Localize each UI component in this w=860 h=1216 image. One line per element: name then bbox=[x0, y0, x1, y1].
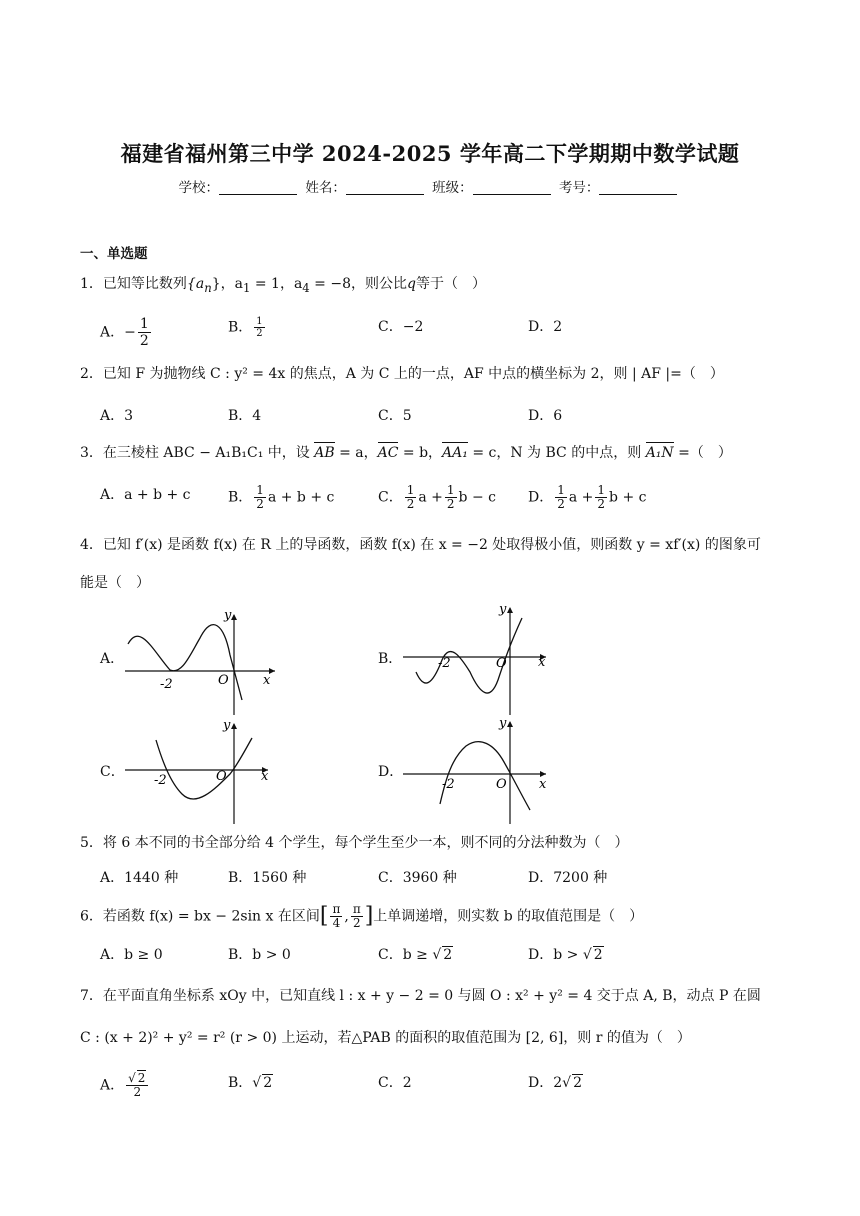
question-5-options bbox=[100, 867, 760, 893]
option-d-label: D． bbox=[528, 489, 554, 506]
option-d[interactable] bbox=[528, 484, 646, 511]
exam-number-label: 考号： bbox=[558, 180, 600, 196]
name-blank[interactable] bbox=[346, 180, 424, 195]
question-6-options bbox=[100, 944, 760, 970]
q4-line2: 能是（ ） bbox=[80, 575, 150, 591]
question-number: 3． bbox=[80, 445, 103, 461]
sqrt-value: 2 bbox=[137, 1071, 146, 1085]
half-fraction bbox=[595, 484, 607, 511]
sqrt-value: 2 bbox=[443, 947, 453, 963]
half-fraction bbox=[445, 484, 457, 511]
q1-text-b: ，a bbox=[220, 276, 243, 292]
frac-num: 1 bbox=[597, 483, 606, 497]
option-d[interactable]: D．7200 种 bbox=[528, 870, 608, 886]
q3-text-a: 在三棱柱 ABC − A₁B₁C₁ 中，设 bbox=[102, 445, 315, 461]
sqrt2-over-2 bbox=[126, 1072, 148, 1099]
option-c-mid: a + bbox=[418, 489, 443, 506]
curve bbox=[440, 742, 530, 810]
option-a-fraction bbox=[138, 316, 151, 349]
option-b[interactable] bbox=[228, 316, 267, 339]
option-b-label: B． bbox=[228, 319, 253, 336]
y-axis-arrow bbox=[507, 721, 513, 727]
frac-num: π bbox=[352, 902, 361, 916]
option-b[interactable]: B．√ 2 bbox=[228, 1075, 273, 1091]
name-label: 姓名： bbox=[305, 180, 346, 196]
tick-label: -2 bbox=[160, 677, 173, 692]
frac-den: 2 bbox=[406, 497, 415, 511]
origin-label: O bbox=[216, 769, 227, 784]
option-d[interactable]: D．b > √ 2 bbox=[528, 947, 603, 963]
curve bbox=[156, 738, 252, 799]
option-c[interactable]: C．b ≥ √ 2 bbox=[378, 947, 453, 963]
x-axis-label: x bbox=[261, 769, 269, 784]
origin-label: O bbox=[218, 673, 229, 688]
question-1 bbox=[80, 273, 780, 299]
q2-text: 已知 F 为抛物线 C : y² = 4x 的焦点，A 为 C 上的一点，AF 中点的横坐标为 2，则 | AF |=（ ） bbox=[102, 366, 724, 382]
interval: [ bbox=[319, 903, 329, 929]
question-5 bbox=[80, 832, 780, 854]
question-4 bbox=[80, 534, 780, 556]
q3-vector-aa1: AA₁ bbox=[442, 442, 468, 464]
sqrt-value: 2 bbox=[573, 1075, 582, 1091]
option-c[interactable]: C．−2 bbox=[378, 319, 424, 335]
question-7-line2 bbox=[80, 1027, 780, 1049]
sqrt-value: 2 bbox=[593, 947, 603, 963]
frac-den: 2 bbox=[139, 333, 149, 349]
frac-den: 2 bbox=[597, 497, 606, 511]
option-c[interactable]: C．5 bbox=[378, 408, 412, 424]
option-b[interactable]: B．1560 种 bbox=[228, 870, 307, 886]
class-label: 班级： bbox=[432, 180, 473, 196]
pi-over-2 bbox=[351, 903, 363, 930]
graph-c-label: C． bbox=[100, 764, 125, 780]
frac-den: 4 bbox=[332, 916, 341, 930]
question-number: 5． bbox=[80, 835, 103, 851]
y-axis-label: y bbox=[223, 718, 231, 733]
frac-den: 2 bbox=[256, 328, 263, 339]
option-b-tail: a + b + c bbox=[267, 489, 335, 506]
y-axis-arrow bbox=[231, 723, 237, 729]
option-b-fraction bbox=[254, 316, 264, 339]
question-6: 6．若函数 f(x) = bx − 2sin x 在区间[ $\frac{\pi}{4}$ , $\frac{\pi}{2}$ ]上单调递增，则实数 b 的取值范围是（ ） bbox=[80, 902, 644, 930]
question-number: 2． bbox=[80, 366, 103, 382]
q3-vector-a1n: A₁N bbox=[646, 442, 674, 464]
q3-t2: = b， bbox=[398, 445, 443, 461]
frac-num: 1 bbox=[139, 316, 149, 332]
option-a[interactable]: A．1440 种 bbox=[100, 870, 179, 886]
exam-title: 福建省福州第三中学 2024-2025 学年高二下学期期中数学试题 bbox=[120, 141, 740, 166]
question-1-options bbox=[100, 316, 760, 349]
q1-seq-end: } bbox=[211, 276, 221, 292]
q1-seq-sub: n bbox=[204, 280, 212, 295]
q3-t3: = c，N 为 BC 的中点，则 bbox=[467, 445, 646, 461]
frac-den: 2 bbox=[133, 1085, 142, 1099]
frac-num: 1 bbox=[256, 316, 263, 327]
graph-a-label: A． bbox=[100, 651, 125, 667]
origin-label: O bbox=[496, 777, 507, 792]
q1-a1-sub: 1 bbox=[242, 280, 251, 295]
option-d-label: D．2 bbox=[528, 1075, 563, 1091]
q7-line2: C : (x + 2)² + y² = r² (r > 0) 上运动，若△PAB 的面积的取值范围为 [2, 6]，则 r 的值为（ ） bbox=[80, 1030, 691, 1046]
q1-var: q bbox=[407, 276, 416, 292]
question-number: 7． bbox=[80, 988, 103, 1004]
option-c-label: C．b ≥ bbox=[378, 947, 433, 963]
option-a[interactable] bbox=[100, 1072, 150, 1099]
frac-den: 2 bbox=[256, 497, 264, 511]
q1-text-d: = −8，则公比 bbox=[309, 276, 407, 292]
option-a[interactable]: A．3 bbox=[100, 408, 134, 424]
question-3-options bbox=[100, 484, 760, 510]
frac-num: √ 2 bbox=[126, 1072, 148, 1086]
q6-text-b: 上单调递增，则实数 b 的取值范围是（ ） bbox=[373, 908, 644, 925]
question-2-options bbox=[100, 405, 760, 431]
question-7 bbox=[80, 985, 780, 1007]
graph-c[interactable] bbox=[120, 712, 290, 832]
q1-text: 已知等比数列 bbox=[102, 276, 187, 292]
q1-text-c: = 1，a bbox=[250, 276, 303, 292]
graph-b-label: B． bbox=[378, 651, 403, 667]
school-blank[interactable] bbox=[219, 180, 297, 195]
tick-label: -2 bbox=[438, 656, 451, 671]
frac-num: 1 bbox=[256, 483, 264, 497]
question-2 bbox=[80, 363, 780, 385]
pi-over-4 bbox=[330, 903, 342, 930]
tick-label: -2 bbox=[442, 777, 455, 792]
option-d-tail: b + c bbox=[609, 489, 647, 506]
graph-b[interactable] bbox=[398, 600, 568, 720]
option-b[interactable]: B．b > 0 bbox=[228, 947, 291, 963]
frac-num: 1 bbox=[557, 483, 565, 497]
q1-text-e: 等于（ ） bbox=[415, 276, 486, 292]
graph-a[interactable] bbox=[120, 600, 290, 720]
q1-a4-sub: 4 bbox=[302, 280, 310, 295]
question-4-line2 bbox=[80, 572, 780, 594]
question-3 bbox=[80, 442, 780, 464]
option-a-sign: − bbox=[124, 324, 136, 341]
option-d-mid: a + bbox=[568, 489, 594, 506]
question-number: 1． bbox=[80, 276, 103, 292]
option-c[interactable]: C．2 bbox=[378, 1075, 412, 1091]
y-axis-arrow bbox=[507, 607, 513, 613]
q7-line1: 在平面直角坐标系 xOy 中，已知直线 l : x + y − 2 = 0 与圆 O : x² + y² = 4 交于点 A, B，动点 P 在圆 bbox=[102, 988, 761, 1004]
option-b[interactable]: B．4 bbox=[228, 408, 262, 424]
school-label: 学校： bbox=[178, 180, 220, 196]
option-b[interactable] bbox=[228, 484, 334, 511]
q3-t1: = a， bbox=[334, 445, 378, 461]
option-a[interactable]: A．b ≥ 0 bbox=[100, 947, 163, 963]
origin-label: O bbox=[496, 656, 507, 671]
question-number: 4． bbox=[80, 537, 103, 553]
question-number: 6． bbox=[80, 908, 103, 925]
option-d-label: D．b > bbox=[528, 947, 583, 963]
exam-number-blank[interactable] bbox=[599, 180, 677, 195]
graph-d[interactable] bbox=[398, 712, 568, 832]
option-c[interactable]: C．3960 种 bbox=[378, 870, 457, 886]
option-b-label: B． bbox=[228, 1075, 253, 1091]
half-fraction bbox=[555, 484, 567, 511]
q5-text: 将 6 本不同的书全部分给 4 个学生，每个学生至少一本，则不同的分法种数为（ ） bbox=[102, 835, 629, 851]
q3-t4: =（ ） bbox=[673, 445, 732, 461]
half-fraction bbox=[254, 484, 266, 511]
frac-den: 2 bbox=[557, 497, 565, 511]
q6-text-a: 若函数 f(x) = bx − 2sin x 在区间 bbox=[102, 908, 320, 925]
option-c[interactable] bbox=[378, 484, 496, 511]
student-info-line bbox=[0, 176, 860, 196]
option-a[interactable]: A．a + b + c bbox=[100, 487, 191, 503]
option-c-tail: b − c bbox=[458, 489, 496, 506]
tick-label: -2 bbox=[154, 773, 167, 788]
q1-seq: {a bbox=[186, 276, 205, 292]
y-axis-label: y bbox=[499, 716, 507, 731]
y-axis-label: y bbox=[499, 602, 507, 617]
graph-d-label: D． bbox=[378, 764, 404, 780]
sqrt-value: 2 bbox=[263, 1075, 273, 1091]
frac-num: 1 bbox=[446, 483, 455, 497]
frac-den: 2 bbox=[352, 916, 361, 930]
y-axis-arrow bbox=[231, 614, 237, 620]
q4-line1: 已知 f′(x) 是函数 f(x) 在 R 上的导函数，函数 f(x) 在 x = −2 处取得极小值，则函数 y = xf′(x) 的图象可 bbox=[102, 537, 761, 553]
option-d[interactable]: D．2 bbox=[528, 319, 563, 335]
class-blank[interactable] bbox=[473, 180, 551, 195]
half-fraction bbox=[405, 484, 417, 511]
x-axis-label: x bbox=[538, 655, 546, 670]
option-a-label: A． bbox=[100, 324, 125, 341]
option-a-label: A． bbox=[100, 1077, 125, 1094]
section-title: 一、单选题 bbox=[80, 246, 148, 262]
option-a[interactable] bbox=[100, 316, 153, 349]
interval-close: ] bbox=[364, 903, 374, 929]
x-axis-label: x bbox=[539, 777, 547, 792]
question-7-options bbox=[100, 1072, 760, 1098]
option-c-label: C． bbox=[378, 489, 403, 506]
frac-num: 1 bbox=[406, 483, 415, 497]
option-d[interactable]: D．6 bbox=[528, 408, 563, 424]
q3-vector-ac: AC bbox=[378, 442, 399, 464]
frac-den: 2 bbox=[446, 497, 455, 511]
x-axis-label: x bbox=[263, 673, 271, 688]
curve bbox=[128, 625, 242, 700]
q3-vector-ab: AB bbox=[314, 442, 334, 464]
option-b-label: B． bbox=[228, 489, 253, 506]
y-axis-label: y bbox=[224, 608, 232, 623]
option-d[interactable]: D．2√ 2 bbox=[528, 1075, 582, 1091]
frac-num: π bbox=[332, 902, 341, 916]
